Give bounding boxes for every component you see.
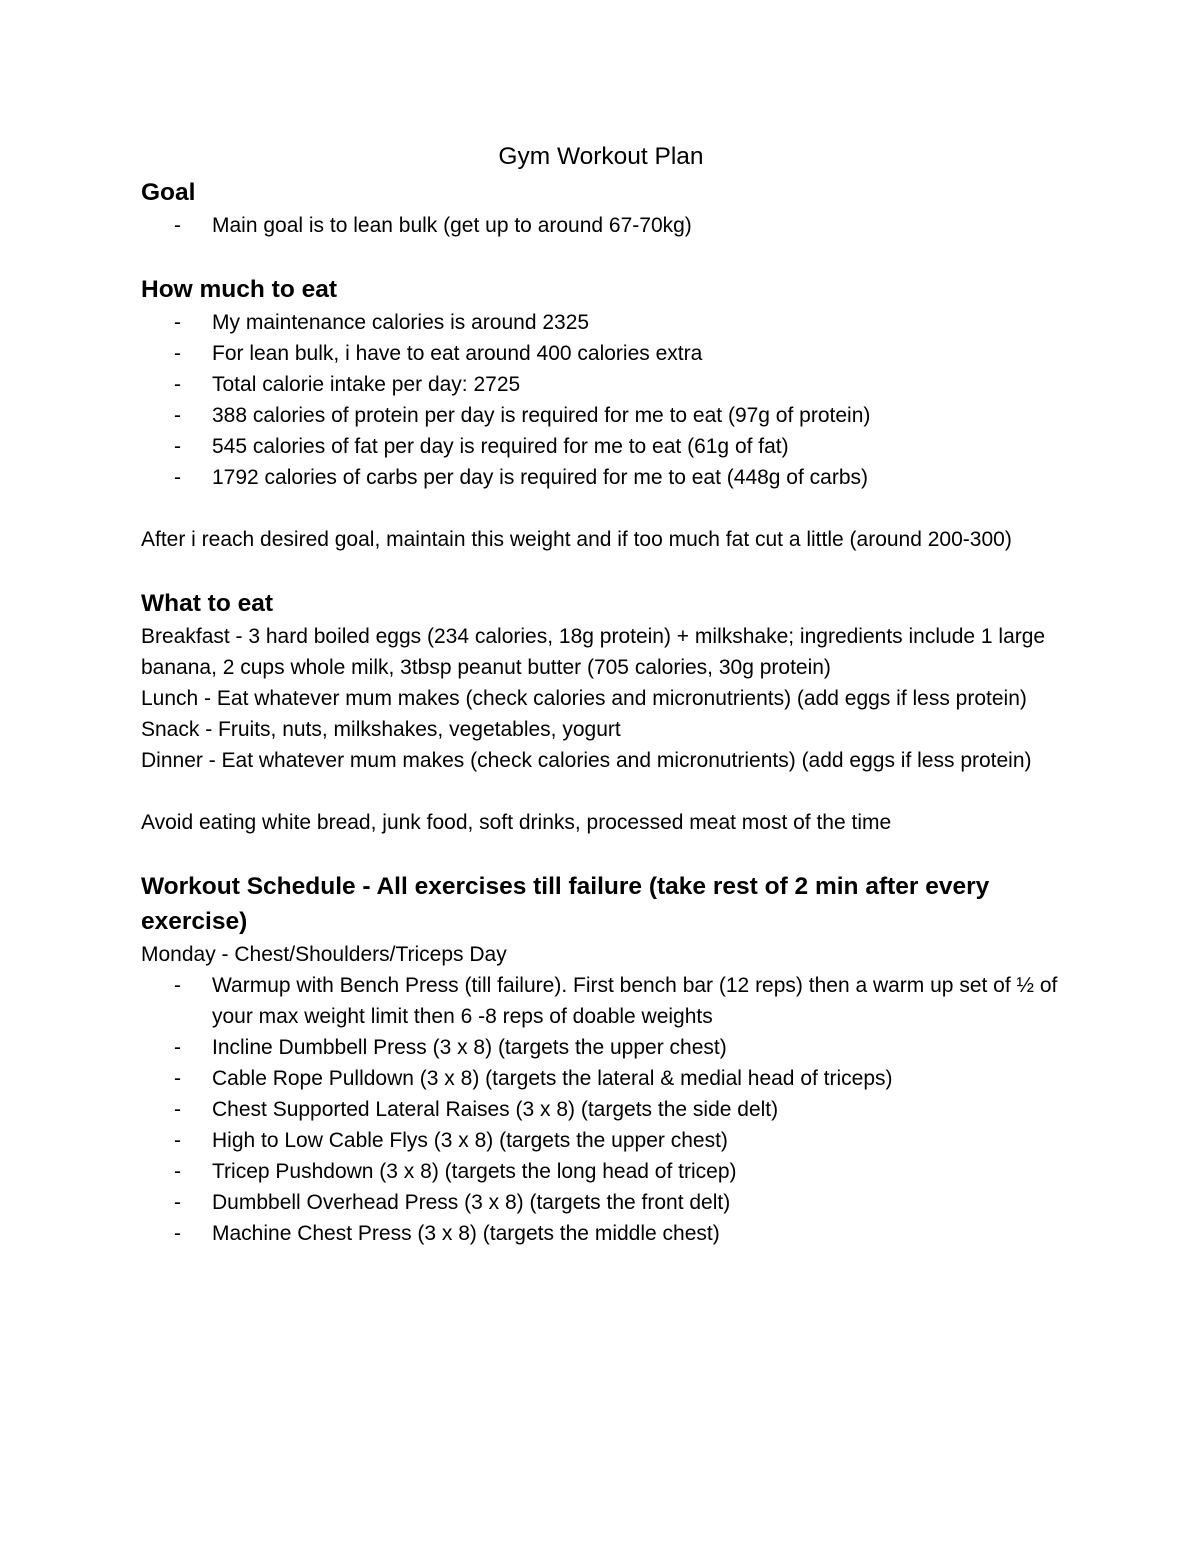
monday-exercise-list — [141, 970, 1061, 1249]
list-item: - My maintenance calories is around 2325 — [141, 307, 1061, 338]
schedule-heading: Workout Schedule - All exercises till failure (take rest of 2 min after every exercise) — [141, 873, 990, 935]
list-item: - Total calorie intake per day: 2725 — [141, 369, 1061, 400]
list-item: - Machine Chest Press (3 x 8) (targets the middle chest) — [141, 1218, 1061, 1249]
list-item: - Dumbbell Overhead Press (3 x 8) (targets the front delt) — [141, 1187, 1061, 1218]
dash-bullet: - — [174, 1067, 181, 1090]
eat-amount-heading: How much to eat — [141, 276, 338, 303]
list-item: - 1792 calories of carbs per day is required for me to eat (448g of carbs) — [141, 462, 1061, 493]
page-title: Gym Workout Plan — [498, 143, 704, 170]
dash-bullet: - — [174, 404, 181, 427]
dash-bullet: - — [174, 1098, 181, 1121]
list-item: - Chest Supported Lateral Raises (3 x 8) (targets the side delt) — [141, 1094, 1061, 1125]
list-item: - High to Low Cable Flys (3 x 8) (targets the upper chest) — [141, 1125, 1061, 1156]
list-item: - 388 calories of protein per day is required for me to eat (97g of protein) — [141, 400, 1061, 431]
list-item: - Tricep Pushdown (3 x 8) (targets the long head of tricep) — [141, 1156, 1061, 1187]
list-item: - Main goal is to lean bulk (get up to around 67-70kg) — [141, 210, 1061, 241]
goal-note: After i reach desired goal, maintain this weight and if too much fat cut a little (around 200-300) — [141, 528, 1012, 551]
list-item: - Warmup with Bench Press (till failure). First bench bar (12 reps) then a warm up set of ½ of your max weight limit then 6 -8 reps of doable weights — [141, 970, 1061, 1032]
eat-amount-list — [141, 307, 1061, 493]
goal-heading: Goal — [141, 179, 196, 206]
dash-bullet: - — [174, 1160, 181, 1183]
list-item: - Incline Dumbbell Press (3 x 8) (targets the upper chest) — [141, 1032, 1061, 1063]
dash-bullet: - — [174, 214, 181, 237]
avoid-note: Avoid eating white bread, junk food, soft drinks, processed meat most of the time — [141, 811, 892, 834]
list-item: - 545 calories of fat per day is required for me to eat (61g of fat) — [141, 431, 1061, 462]
dash-bullet: - — [174, 466, 181, 489]
document-content — [141, 139, 1061, 1249]
dash-bullet: - — [174, 1191, 181, 1214]
list-item: - For lean bulk, i have to eat around 400 calories extra — [141, 338, 1061, 369]
monday-label: Monday - Chest/Shoulders/Triceps Day — [141, 943, 507, 966]
meal-dinner: Dinner - Eat whatever mum makes (check calories and micronutrients) (add eggs if less protein) — [141, 749, 1032, 772]
dash-bullet: - — [174, 311, 181, 334]
dash-bullet: - — [174, 435, 181, 458]
dash-bullet: - — [174, 342, 181, 365]
dash-bullet: - — [174, 974, 181, 997]
meal-breakfast: Breakfast - 3 hard boiled eggs (234 calories, 18g protein) + milkshake; ingredients include 1 large banana, 2 cups whole milk, 3tbsp peanut butter (705 calories, 30g protein) — [141, 625, 1046, 679]
dash-bullet: - — [174, 1222, 181, 1245]
dash-bullet: - — [174, 1129, 181, 1152]
meal-lunch: Lunch - Eat whatever mum makes (check calories and micronutrients) (add eggs if less protein) — [141, 687, 1027, 710]
what-to-eat-heading: What to eat — [141, 590, 274, 617]
dash-bullet: - — [174, 373, 181, 396]
dash-bullet: - — [174, 1036, 181, 1059]
meal-snack: Snack - Fruits, nuts, milkshakes, vegetables, yogurt — [141, 718, 621, 741]
list-item: - Cable Rope Pulldown (3 x 8) (targets the lateral & medial head of triceps) — [141, 1063, 1061, 1094]
goal-list — [141, 210, 1061, 241]
